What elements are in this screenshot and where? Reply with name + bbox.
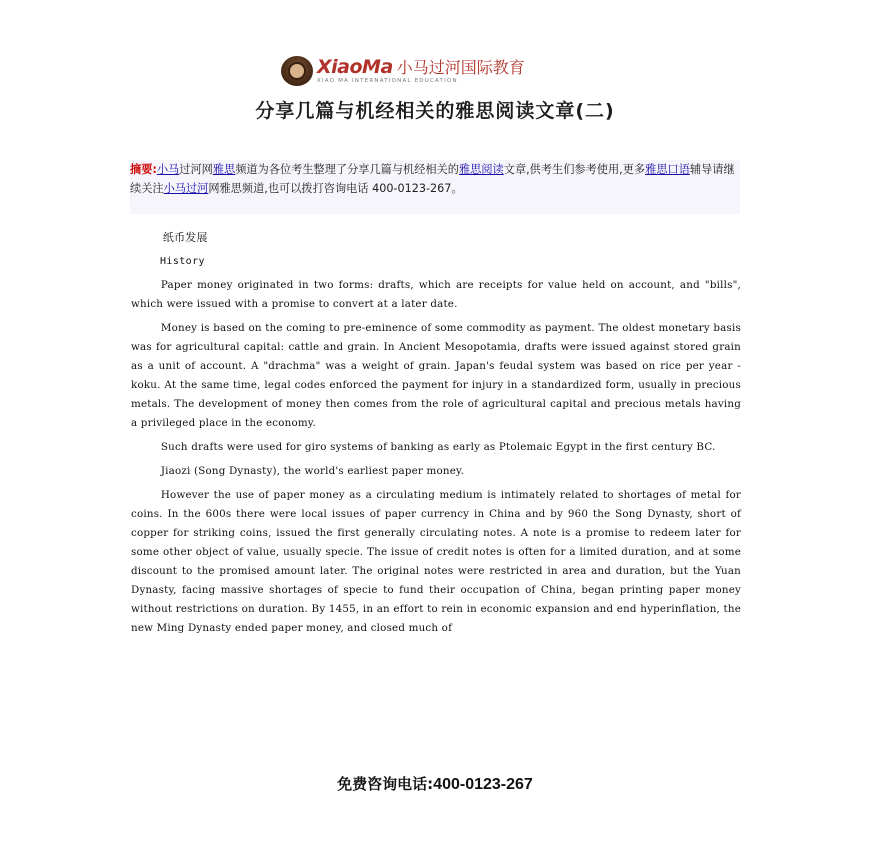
- logo-latin-text: XiaoMa: [317, 55, 393, 78]
- abstract-text: 文章,供考生们参考使用,更多: [503, 163, 646, 176]
- paragraph: However the use of paper money as a circulating medium is intimately related to shortages of metal for coins. In the 600s there were local issues of paper currency in China and by 960 the Song Dynasty, short of copper for striking coins, issued the first generally circulating notes. A note is a promise to redeem later for some other object of value, usually specie. The issue of credit notes is often for a limited duration, and at some discount to the promised amount later. The original notes were restricted in area and duration, but the Yuan Dynasty, facing massive shortages of specie to fund their occupation of China, began printing paper money without restrictions on duration. By 1455, in an effort to rein in economic expansion and end hyperinflation, the new Ming Dynasty ended paper money, and closed much of: [131, 489, 741, 634]
- link-ielts-speaking[interactable]: 雅思口语: [645, 163, 690, 176]
- abstract-text: 过河网: [179, 163, 213, 176]
- footer-label: 免费咨询电话:: [337, 775, 434, 793]
- abstract-text: 网雅思频道,也可以拨打咨询电话 400-0123-267。: [208, 182, 463, 195]
- abstract-label: 摘要:: [130, 163, 157, 176]
- paragraph: Jiaozi (Song Dynasty), the world's earliest paper money.: [160, 465, 465, 477]
- horse-mascot-icon: [281, 56, 313, 86]
- abstract-box: [130, 160, 740, 214]
- logo-subtitle: XIAO MA INTERNATIONAL EDUCATION: [317, 77, 458, 84]
- paragraph: Money is based on the coming to pre-eminence of some commodity as payment. The oldest monetary basis was for agricultural capital: cattle and grain. In Ancient Mesopotamia, drafts were issued against stored grain as a unit of account. A "drachma" was a weight of grain. Japan's feudal system was based on rice per year - koku. At the same time, legal codes enforced the payment for injury in a standardized form, usually in precious metals. The development of money then comes from the role of agricultural capital and precious metals having a privileged place in the economy.: [131, 322, 741, 429]
- logo-chinese-text: 小马过河国际教育: [396, 57, 525, 77]
- brand-logo: [281, 55, 525, 87]
- article-heading-chinese: 纸币发展: [162, 231, 208, 244]
- page-title: 分享几篇与机经相关的雅思阅读文章(二): [255, 100, 615, 122]
- paragraph: Paper money originated in two forms: drafts, which are receipts for value held on account, and "bills", which were issued with a promise to convert at a later date.: [131, 279, 741, 310]
- footer-phone[interactable]: 400-0123-267: [433, 776, 533, 793]
- link-xiaoma-guohe[interactable]: 小马过河: [163, 182, 209, 195]
- article-heading-english: History: [160, 256, 205, 267]
- link-ielts[interactable]: 雅思: [212, 163, 236, 176]
- abstract-text: 频道为各位考生整理了分享几篇与机经相关的: [235, 163, 459, 176]
- article-body: [131, 228, 741, 638]
- abstract-text: 辅导请继续关注: [130, 163, 735, 195]
- paragraph: Such drafts were used for giro systems of banking as early as Ptolemaic Egypt in the first century BC.: [160, 441, 716, 453]
- link-xiaoma[interactable]: 小马: [156, 163, 180, 176]
- footer-consult: [0, 773, 870, 794]
- link-ielts-reading[interactable]: 雅思阅读: [458, 163, 504, 176]
